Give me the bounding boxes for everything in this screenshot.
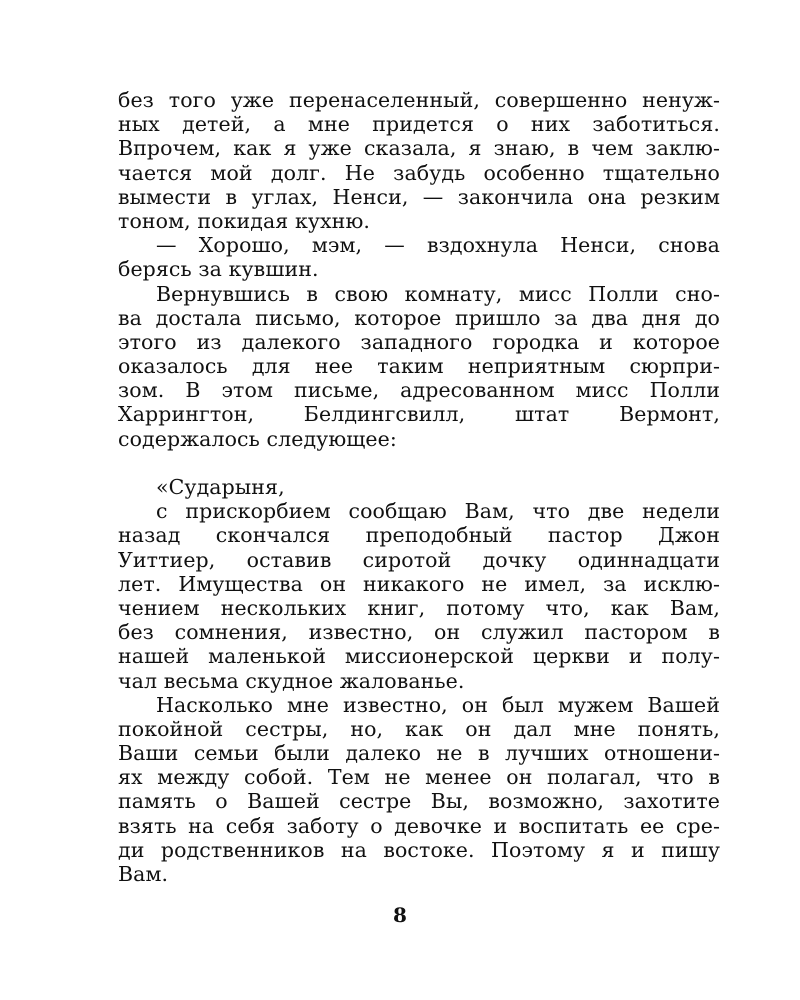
- text-line: Вам.: [118, 862, 169, 886]
- text-line: ди родственников на востоке. Поэтому я и пишу: [118, 837, 720, 862]
- text-line: покойной сестры, но, как он дал мне понять,: [118, 716, 720, 741]
- text-line: ных детей, а мне придется о них заботиться.: [118, 112, 720, 137]
- text-line: чается мой долг. Не забудь особенно тщательно: [118, 160, 720, 185]
- page-body: [118, 88, 720, 886]
- text-line: без того уже перенаселенный, совершенно ненуж-: [118, 88, 720, 112]
- text-line: Харрингтон, Белдингсвилл, штат Вермонт,: [118, 402, 720, 427]
- text-line: Впрочем, как я уже сказала, я знаю, в чем заклю-: [118, 136, 720, 161]
- letter-salutation: «Сударыня,: [156, 475, 285, 499]
- text-line: содержалось следующее:: [118, 426, 397, 451]
- text-line: с прискорбием сообщаю Вам, что две недели: [156, 499, 720, 524]
- text-line: тоном, покидая кухню.: [118, 208, 371, 233]
- text-line: без сомнения, известно, он служил пастором в: [118, 620, 720, 645]
- text-line: чением нескольких книг, потому что, как Вам,: [118, 595, 720, 620]
- text-line: ях между собой. Тем не менее он полагал, что в: [118, 765, 720, 790]
- text-line: Вернувшись в свою комнату, мисс Полли сно-: [156, 281, 720, 306]
- text-line: ва достала письмо, которое пришло за два дня до: [118, 305, 720, 330]
- text-line: память о Вашей сестре Вы, возможно, захотите: [118, 789, 720, 814]
- text-line: взять на себя заботу о девочке и воспитать ее сре-: [118, 813, 720, 838]
- text-line: этого из далекого западного городка и которое: [118, 329, 720, 354]
- text-line: берясь за кувшин.: [118, 257, 319, 282]
- text-line: Насколько мне известно, он был мужем Вашей: [156, 692, 720, 717]
- text-line: Ваши семьи были далеко не в лучших отношени-: [118, 741, 720, 766]
- letter: [118, 475, 720, 886]
- paragraph-spacer: [118, 451, 720, 475]
- text-line: — Хорошо, мэм, — вздохнула Ненси, снова: [156, 233, 720, 258]
- paragraph-1: [118, 88, 720, 233]
- text-line: нашей маленькой миссионерской церкви и полу-: [118, 644, 720, 669]
- text-line: Уиттиер, оставив сиротой дочку одиннадцати: [118, 547, 720, 572]
- text-line: чал весьма скудное жалованье.: [118, 668, 465, 693]
- text-line: вымести в углах, Ненси, — закончила она резким: [118, 184, 720, 209]
- text-line: лет. Имущества он никакого не имел, за исклю-: [118, 571, 720, 596]
- page-number: 8: [393, 903, 407, 927]
- text-line: назад скончался преподобный пастор Джон: [118, 523, 720, 548]
- paragraph-3: [118, 282, 720, 451]
- letter-paragraph-2: [118, 693, 720, 887]
- text-line: зом. В этом письме, адресованном мисс Полли: [118, 378, 720, 403]
- text-line: оказалось для нее таким неприятным сюрпри-: [118, 354, 720, 379]
- paragraph-2: [118, 233, 720, 281]
- letter-paragraph-1: [118, 499, 720, 693]
